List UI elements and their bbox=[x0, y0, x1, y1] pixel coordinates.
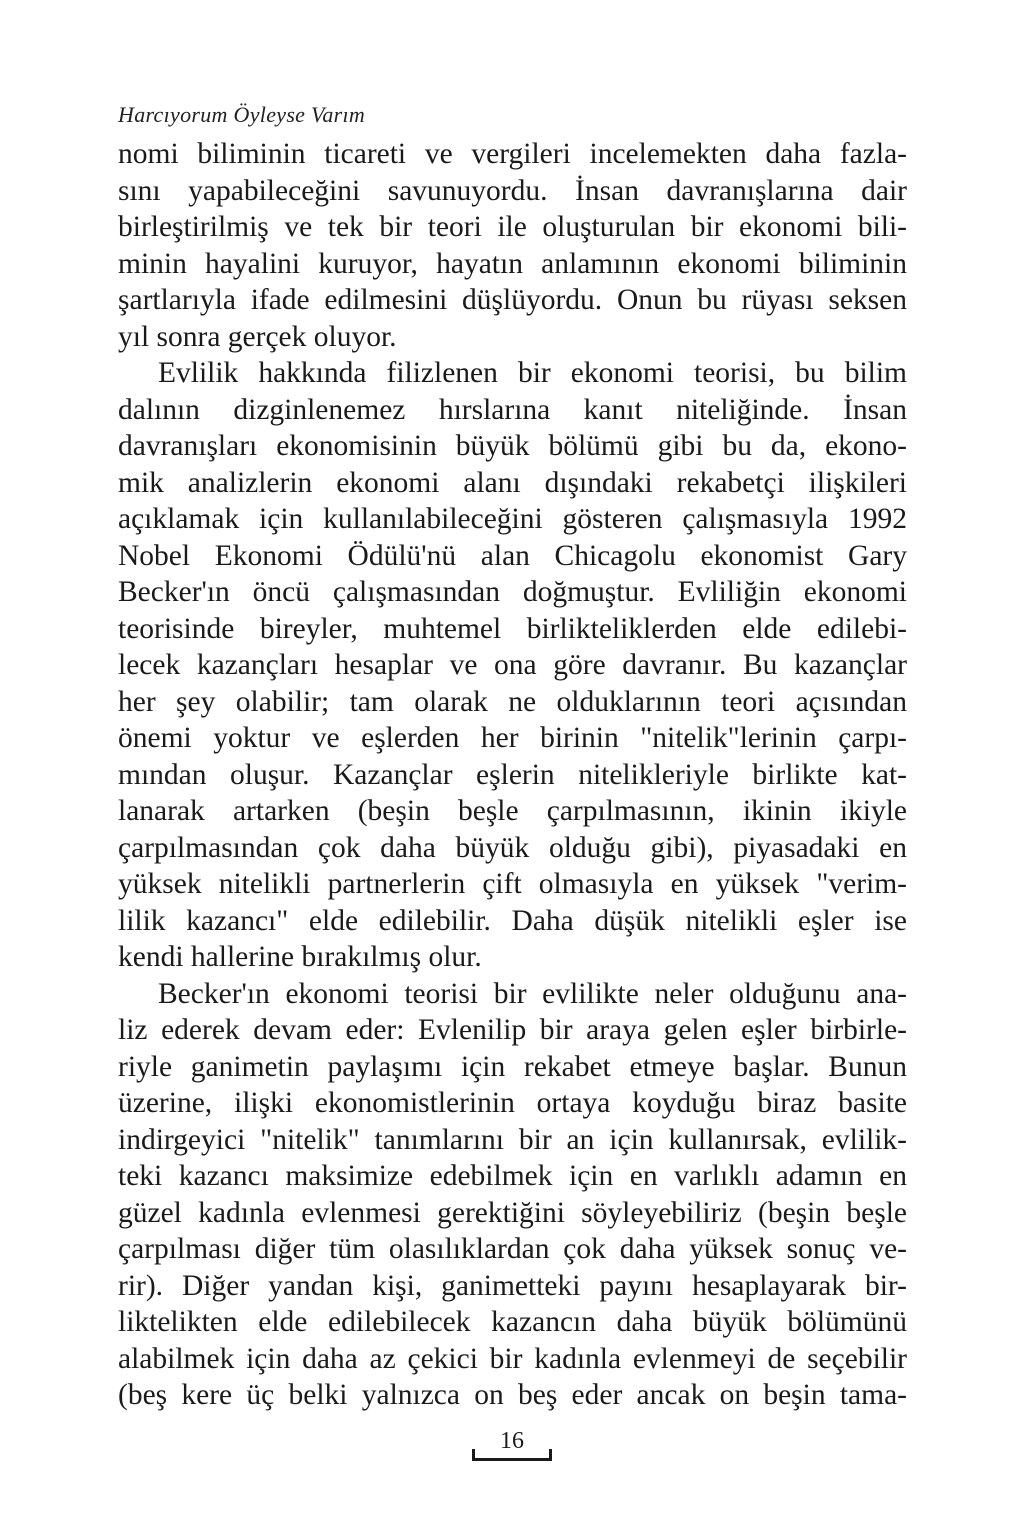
text-line: yüksek nitelikli partnerlerin çift olmasıyla en yüksek "verim- bbox=[118, 868, 907, 900]
text-line: yıl sonra gerçek oluyor. bbox=[118, 320, 397, 353]
text-line: liktelikten elde edilebilecek kazancın daha büyük bölümünü bbox=[118, 1306, 907, 1338]
text-line: açıklamak için kullanılabileceğini gösteren çalışmasıyla 1992 bbox=[118, 503, 907, 535]
text-line: lilik kazancı" elde edilebilir. Daha düşük nitelikli eşler ise bbox=[118, 904, 907, 937]
text-line: dalının dizginlenemez hırslarına kanıt niteliğinde. İnsan bbox=[118, 393, 907, 426]
folio-tick-left bbox=[472, 1449, 475, 1461]
text-line: çarpılmasından çok daha büyük olduğu gibi), piyasadaki en bbox=[118, 831, 907, 864]
text-line: Nobel Ekonomi Ödülü'nü alan Chicagolu ekonomist Gary bbox=[118, 539, 907, 572]
paragraph bbox=[118, 136, 907, 355]
text-line: davranışları ekonomisinin büyük bölümü gibi bu da, ekono- bbox=[118, 430, 907, 462]
text-line: lecek kazançları hesaplar ve ona göre davranır. Bu kazançlar bbox=[118, 649, 907, 681]
text-line: teorisinde bireyler, muhtemel birlikteliklerden elde edilebi- bbox=[118, 612, 907, 645]
paragraph bbox=[118, 355, 907, 976]
text-line: alabilmek için daha az çekici bir kadınla evlenmeyi de seçebilir bbox=[118, 1342, 907, 1375]
page-footer bbox=[0, 1428, 1024, 1461]
page-number: 16 bbox=[500, 1428, 524, 1454]
text-line: nomi biliminin ticareti ve vergileri incelemekten daha fazla- bbox=[118, 138, 907, 170]
text-line: üzerine, ilişki ekonomistlerinin ortaya koyduğu biraz basite bbox=[118, 1087, 907, 1119]
text-line: Becker'ın öncü çalışmasından doğmuştur. Evliliğin ekonomi bbox=[118, 576, 907, 608]
text-line: önemi yoktur ve eşlerden her birinin "nitelik"lerinin çarpı- bbox=[118, 722, 907, 754]
text-line: rir). Diğer yandan kişi, ganimetteki payını hesaplayarak bir- bbox=[118, 1269, 907, 1302]
text-line: indirgeyici "nitelik" tanımlarını bir an için kullanırsak, evlilik- bbox=[118, 1123, 907, 1156]
text-line: kendi hallerine bırakılmış olur. bbox=[118, 941, 482, 973]
text-line: Becker'ın ekonomi teorisi bir evlilikte neler olduğunu ana- bbox=[158, 977, 907, 1010]
text-line: teki kazancı maksimize edebilmek için en varlıklı adamın en bbox=[118, 1160, 907, 1192]
text-line: birleştirilmiş ve tek bir teori ile oluşturulan bir ekonomi bili- bbox=[118, 211, 907, 243]
running-head: Harcıyorum Öyleyse Varım bbox=[118, 102, 366, 127]
body-text bbox=[118, 136, 907, 1414]
text-line: çarpılması diğer tüm olasılıklardan çok daha yüksek sonuç ve- bbox=[118, 1233, 907, 1265]
text-line: (beş kere üç belki yalnızca on beş eder ancak on beşin tama- bbox=[118, 1379, 907, 1411]
text-line: Evlilik hakkında filizlenen bir ekonomi teorisi, bu bilim bbox=[158, 357, 907, 389]
text-line: minin hayalini kuruyor, hayatın anlamının ekonomi biliminin bbox=[118, 247, 907, 280]
text-line: sını yapabileceğini savunuyordu. İnsan davranışlarına dair bbox=[118, 174, 907, 207]
text-line: her şey olabilir; tam olarak ne olduklarının teori açısından bbox=[118, 685, 907, 718]
text-line: liz ederek devam eder: Evlenilip bir araya gelen eşler birbirle- bbox=[118, 1014, 907, 1046]
text-line: mik analizlerin ekonomi alanı dışındaki rekabetçi ilişkileri bbox=[118, 466, 907, 499]
text-line: mından oluşur. Kazançlar eşlerin nitelikleriyle birlikte kat- bbox=[118, 758, 907, 791]
text-line: güzel kadınla evlenmesi gerektiğini söyleyebiliriz (beşin beşle bbox=[118, 1196, 907, 1229]
text-line: riyle ganimetin paylaşımı için rekabet etmeye başlar. Bunun bbox=[118, 1050, 907, 1083]
folio-rule bbox=[472, 1458, 552, 1461]
page-number-block bbox=[472, 1428, 552, 1461]
paragraph bbox=[118, 976, 907, 1414]
text-line: lanarak artarken (beşin beşle çarpılmasının, ikinin ikiyle bbox=[118, 795, 907, 827]
folio-tick-right bbox=[549, 1449, 552, 1461]
text-line: şartlarıyla ifade edilmesini düşlüyordu. Onun bu rüyası seksen bbox=[118, 284, 907, 316]
